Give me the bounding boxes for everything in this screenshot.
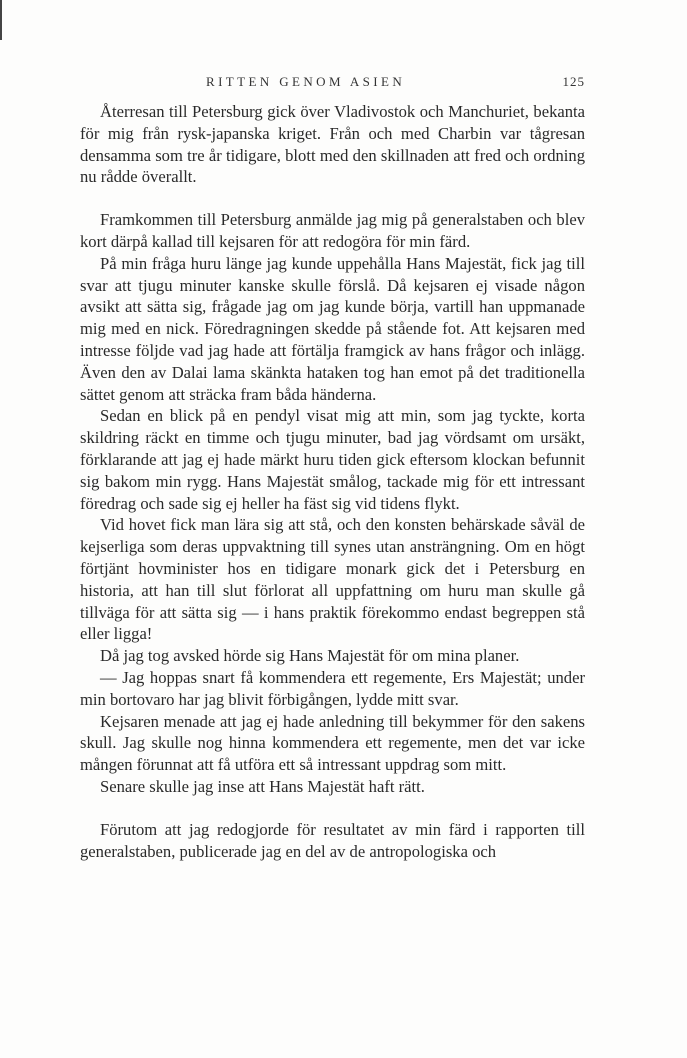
page-number: 125 xyxy=(562,74,585,89)
paragraph: — Jag hoppas snart få kommendera ett regemente, Ers Majestät; under min bortovaro har jag blivit förbigången, lydde mitt svar. xyxy=(80,667,585,709)
paragraph: Förutom att jag redogjorde för resultatet av min färd i rapporten till generalstaben, publicerade jag en del av de antropologiska och xyxy=(80,819,585,861)
paragraph: Sedan en blick på en pendyl visat mig att min, som jag tyckte, korta skildring räckt en timme och tjugu minuter, bad jag vördsamt om ursäkt, förklarande att jag ej hade märkt huru tiden gick eftersom klockan befunnit sig bakom min rygg. Hans Majestät smålog, tackade mig för ett intressant föredrag och sade sig ej heller ha fäst sig vid tidens flykt. xyxy=(80,406,585,513)
body-text xyxy=(80,101,585,862)
paragraph: Senare skulle jag inse att Hans Majestät haft rätt. xyxy=(100,776,425,796)
paragraph: Återresan till Petersburg gick över Vladivostok och Manchuriet, bekanta för mig från rysk-japanska kriget. Från och med Charbin var tågresan densamma som tre år tidigare, blott med den skillnaden att fred och ordning nu rådde överallt. xyxy=(80,102,585,187)
paragraph: På min fråga huru länge jag kunde uppehålla Hans Majestät, fick jag till svar att tjugu minuter kanske skulle förslå. Då kejsaren ej visade någon avsikt att sätta sig, frågade jag om jag kunde börja, vartill han uppmanade mig med en nick. Föredragningen skedde på stående fot. Att kejsaren med intresse följde vad jag hade att förtälja framgick av hans frågor och inlägg. Även den av Dalai lama skänkta hataken tog han emot på det traditionella sättet genom att sträcka fram båda händerna. xyxy=(80,253,585,404)
paragraph: Vid hovet fick man lära sig att stå, och den konsten behärskade såväl de kejserliga som deras uppvaktning till synes utan ansträngning. Om en högt förtjänt hovminister hos en tidigare monark gick det i Petersburg en historia, att han till slut förlorat all uppfattning om huru man skulle gå tillväga för att sätta sig — i hans praktik förekommo endast begreppen stå eller ligga! xyxy=(80,515,585,644)
paragraph: Kejsaren menade att jag ej hade anledning till bekymmer för den sakens skull. Jag skulle nog hinna kommendera ett regemente, men det var icke mången förunnat att få utföra ett så intressant uppdrag som mitt. xyxy=(80,711,585,775)
running-head xyxy=(80,74,585,92)
running-title: RITTEN GENOM ASIEN xyxy=(206,74,406,89)
paragraph: Då jag tog avsked hörde sig Hans Majestät för om mina planer. xyxy=(100,646,520,666)
page-edge-line xyxy=(0,0,2,40)
paragraph: Framkommen till Petersburg anmälde jag mig på generalstaben och blev kort därpå kallad till kejsaren för att redogöra för min färd. xyxy=(80,210,585,251)
